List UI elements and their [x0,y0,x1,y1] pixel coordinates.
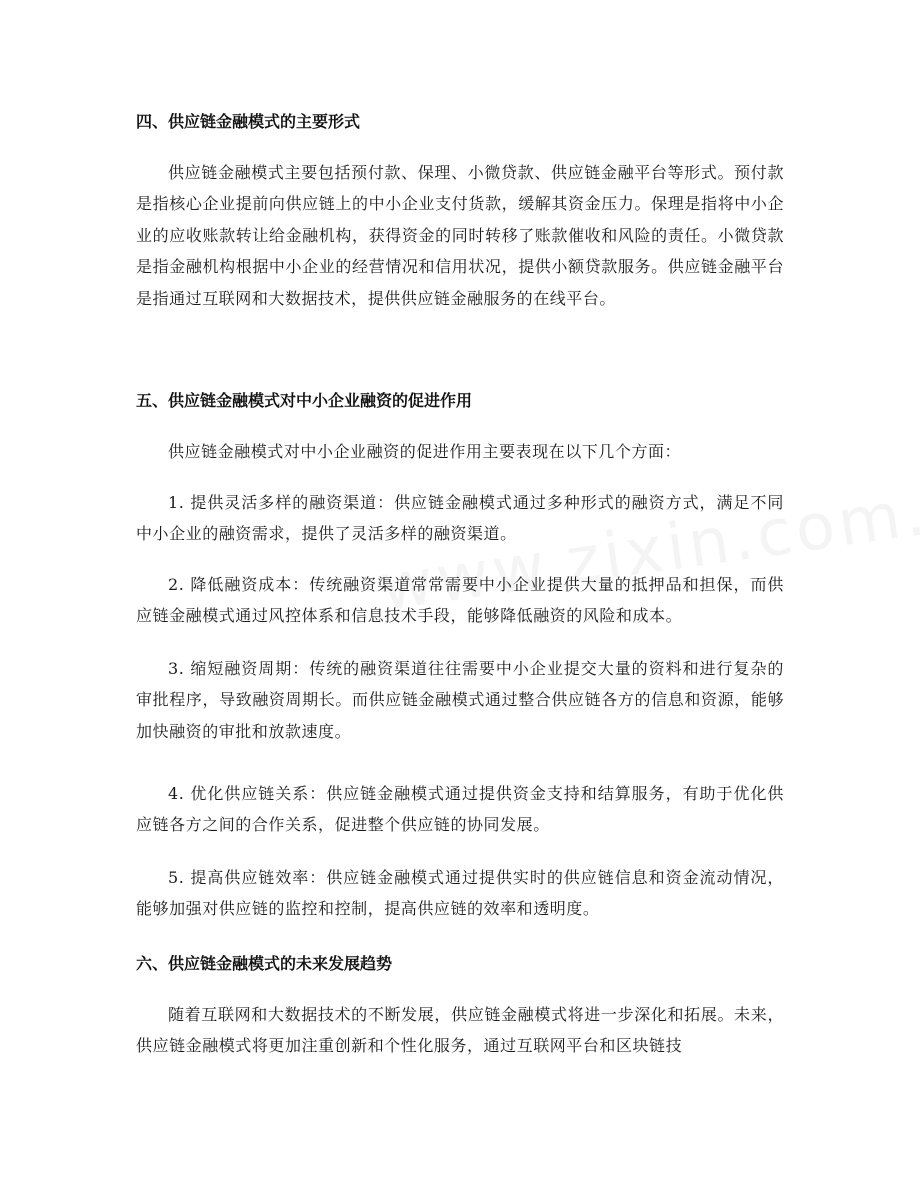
section-heading-five: 五、供应链金融模式对中小企业融资的促进作用 [136,391,473,410]
list-item-4: 4. 优化供应链关系：供应链金融模式通过提供资金支持和结算服务，有助于优化供应链各方之间的合作关系，促进整个供应链的协同发展。 [136,784,784,835]
section-heading-four: 四、供应链金融模式的主要形式 [136,112,361,131]
section-heading-six: 六、供应链金融模式的未来发展趋势 [136,954,393,973]
section-five-intro: 供应链金融模式对中小企业融资的促进作用主要表现在以下几个方面： [168,442,682,461]
section-four-paragraph: 供应链金融模式主要包括预付款、保理、小微贷款、供应链金融平台等形式。预付款是指核心企业提前向供应链上的中小企业支付货款，缓解其资金压力。保理是指将中小企业的应收账款转让给金融机构，获得资金的同时转移了账款催收和风险的责任。小微贷款是指金融机构根据中小企业的经营情况和信用状况，提供小额贷款服务。供应链金融平台是指通过互联网和大数据技术，提供供应链金融服务的在线平台。 [136,163,784,308]
list-item-1: 1. 提供灵活多样的融资渠道：供应链金融模式通过多种形式的融资方式，满足不同中小企业的融资需求，提供了灵活多样的融资渠道。 [136,493,784,544]
list-item-5: 5. 提高供应链效率：供应链金融模式通过提供实时的供应链信息和资金流动情况，能够加强对供应链的监控和控制，提高供应链的效率和透明度。 [136,868,784,919]
list-item-2: 2. 降低融资成本：传统融资渠道常常需要中小企业提供大量的抵押品和担保，而供应链金融模式通过风控体系和信息技术手段，能够降低融资的风险和成本。 [136,575,784,626]
list-item-3: 3. 缩短融资周期：传统的融资渠道往往需要中小企业提交大量的资料和进行复杂的审批程序，导致融资周期长。而供应链金融模式通过整合供应链各方的信息和资源，能够加快融资的审批和放款速度。 [136,659,784,741]
section-six-paragraph: 随着互联网和大数据技术的不断发展，供应链金融模式将进一步深化和拓展。未来，供应链金融模式将更加注重创新和个性化服务，通过互联网平台和区块链技 [136,1005,784,1056]
